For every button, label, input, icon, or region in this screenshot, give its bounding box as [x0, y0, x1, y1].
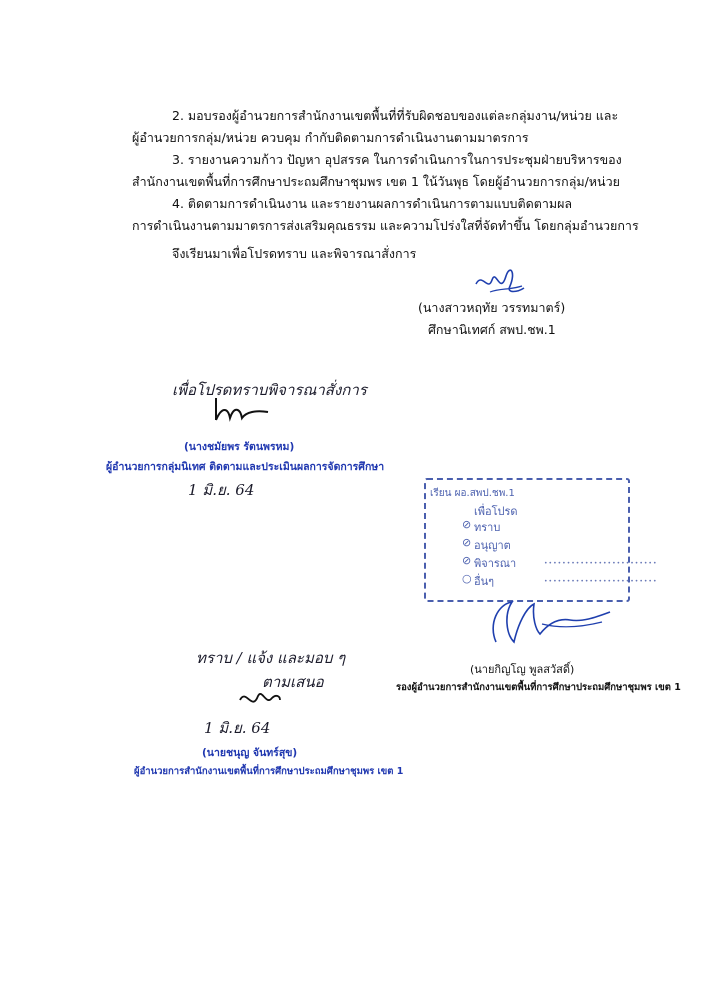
stamp-row-2: ทราบ: [474, 521, 501, 534]
check-icon: ⊘: [462, 536, 472, 549]
director-name: (นายชนุญ จันทร์สุข): [202, 747, 298, 759]
item2-line2: ผู้อำนวยการกลุ่ม/หน่วย ควบคุม กำกับติดตามการดำเนินงานตามมาตรการ: [132, 130, 529, 145]
deputy-position: รองผู้อำนวยการสำนักงานเขตพื้นที่การศึกษาประถมศึกษาชุมพร เขต 1: [396, 682, 681, 693]
director-signature: [236, 686, 282, 714]
closing-line: จึงเรียนมาเพื่อโปรดทราบ และพิจารณาสั่งการ: [172, 246, 417, 261]
routing-stamp: [424, 478, 658, 602]
director-note-line2: ตามเสนอ: [262, 673, 324, 691]
stamp-row-4: พิจารณา: [474, 557, 517, 570]
item3-line1: 3. รายงานความก้าว ปัญหา อุปสรรค ในการดำเนินการในการประชุมฝ่ายบริหารของ: [172, 152, 622, 167]
author-position: ศึกษานิเทศก์ สพป.ชพ.1: [428, 322, 556, 337]
check-icon: ⊘: [462, 554, 472, 567]
item2-line1: 2. มอบรองผู้อำนวยการสำนักงานเขตพื้นที่ที่รับผิดชอบของแต่ละกลุ่มงาน/หน่วย และ: [172, 108, 619, 123]
author-name: (นางสาวหฤทัย วรรทมาตร์): [418, 300, 566, 315]
item4-line2: การดำเนินงานตามมาตรการส่งเสริมคุณธรรม และความโปร่งใสที่จัดทำขึ้น โดยกลุ่มอำนวยการ: [132, 218, 639, 233]
stamp-dotted-line: •••••••••••••••••••••••••: [544, 578, 658, 585]
author-signature: [470, 262, 530, 302]
director-note-line1: ทราบ / แจ้ง และมอบ ๆ: [196, 649, 346, 667]
supervisor-name: (นางชมัยพร รัตนพรหม): [184, 441, 295, 453]
stamp-row-3: อนุญาต: [474, 539, 511, 552]
stamp-row-5: อื่นๆ: [474, 575, 495, 588]
director-date: 1 มิ.ย. 64: [204, 719, 271, 737]
stamp-row-1: เพื่อโปรด: [474, 505, 518, 518]
check-icon: ⊘: [462, 518, 472, 531]
stamp-dotted-line: •••••••••••••••••••••••••: [544, 560, 658, 567]
supervisor-date: 1 มิ.ย. 64: [188, 481, 255, 499]
circle-icon: ○: [462, 572, 472, 585]
director-position: ผู้อำนวยการสำนักงานเขตพื้นที่การศึกษาประถมศึกษาชุมพร เขต 1: [134, 766, 404, 777]
stamp-header: เรียน ผอ.สพป.ชพ.1: [430, 488, 515, 499]
deputy-signature: [478, 594, 618, 650]
deputy-name: (นายกิญโญ พูลสวัสดิ์): [470, 663, 575, 676]
item4-line1: 4. ติดตามการดำเนินงาน และรายงานผลการดำเนินการตามแบบติดตามผล: [172, 196, 573, 211]
supervisor-signature: [212, 394, 272, 426]
supervisor-note: เพื่อโปรดทราบพิจารณาสั่งการ: [172, 381, 367, 399]
item3-line2: สำนักงานเขตพื้นที่การศึกษาประถมศึกษาชุมพร เขต 1 ใน้วันพุธ โดยผู้อำนวยการกลุ่ม/หน่วย: [132, 174, 620, 189]
supervisor-position: ผู้อำนวยการกลุ่มนิเทศ ติดตามและประเมินผลการจัดการศึกษา: [106, 461, 385, 473]
